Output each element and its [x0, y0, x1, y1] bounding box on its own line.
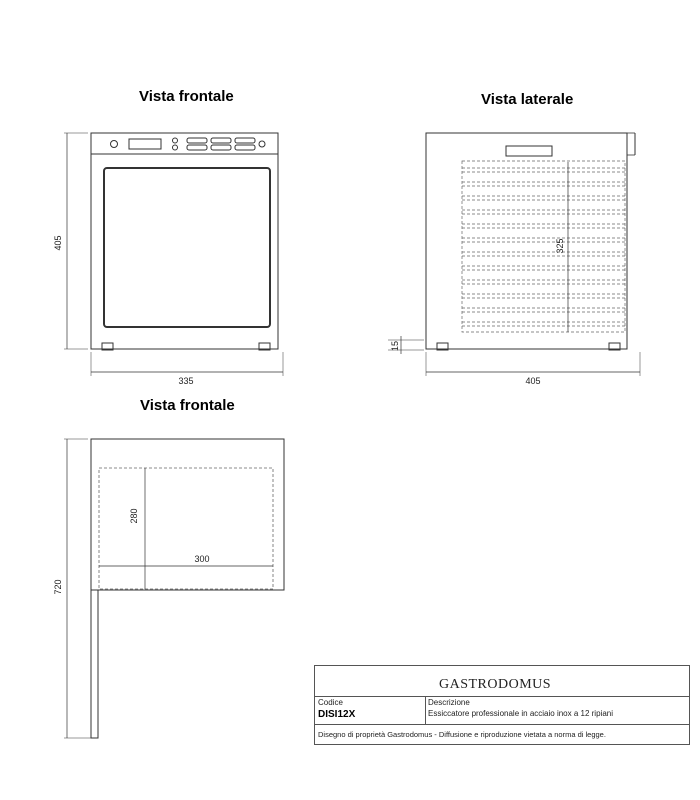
info-row: [315, 696, 689, 725]
brand-row: [315, 666, 689, 697]
control-key-icon: [235, 145, 255, 150]
display-window: [129, 139, 161, 149]
indicator-icon: [259, 141, 265, 147]
control-key-icon: [211, 138, 231, 143]
title-block: [314, 665, 690, 745]
power-knob-icon: [111, 141, 118, 148]
control-key-icon: [187, 145, 207, 150]
control-button-icon: [173, 145, 178, 150]
info-divider: [425, 696, 426, 724]
code-value: DISI12X: [318, 709, 356, 720]
open-internal-height-label: 280: [129, 508, 139, 524]
control-button-icon: [173, 138, 178, 143]
description-value: Essiccatore professionale in acciaio inox a 12 ripiani: [428, 709, 613, 718]
control-key-icon: [235, 138, 255, 143]
open-view-title: Vista frontale: [140, 397, 235, 414]
brand-name: GASTRODOMUS: [439, 677, 552, 692]
side-panel-window: [506, 146, 552, 156]
code-label: Codice: [318, 698, 343, 707]
control-key-icon: [211, 145, 231, 150]
open-view: [64, 439, 284, 738]
side-depth-label: 405: [525, 376, 541, 386]
front-body: [91, 133, 278, 349]
open-chamber: [99, 468, 273, 589]
open-height-label: 720: [53, 579, 63, 595]
front-door: [104, 168, 270, 327]
open-door-panel: [91, 590, 98, 738]
description-label: Descrizione: [428, 698, 470, 707]
open-body: [91, 439, 284, 590]
side-internal-label: 325: [555, 238, 565, 254]
front-view: [64, 133, 283, 376]
front-height-label: 405: [53, 235, 63, 251]
side-foot-label: 15: [390, 340, 400, 352]
side-view: [388, 133, 640, 376]
control-key-icon: [187, 138, 207, 143]
front-view-title: Vista frontale: [139, 88, 234, 105]
side-view-title: Vista laterale: [481, 91, 574, 108]
side-body: [426, 133, 627, 349]
open-internal-width-label: 300: [194, 554, 210, 564]
shelf-rack: [462, 161, 625, 332]
property-note: Disegno di proprietà Gastrodomus - Diffusione e riproduzione vietata a norma di legge.: [318, 730, 606, 739]
front-width-label: 335: [178, 376, 194, 386]
